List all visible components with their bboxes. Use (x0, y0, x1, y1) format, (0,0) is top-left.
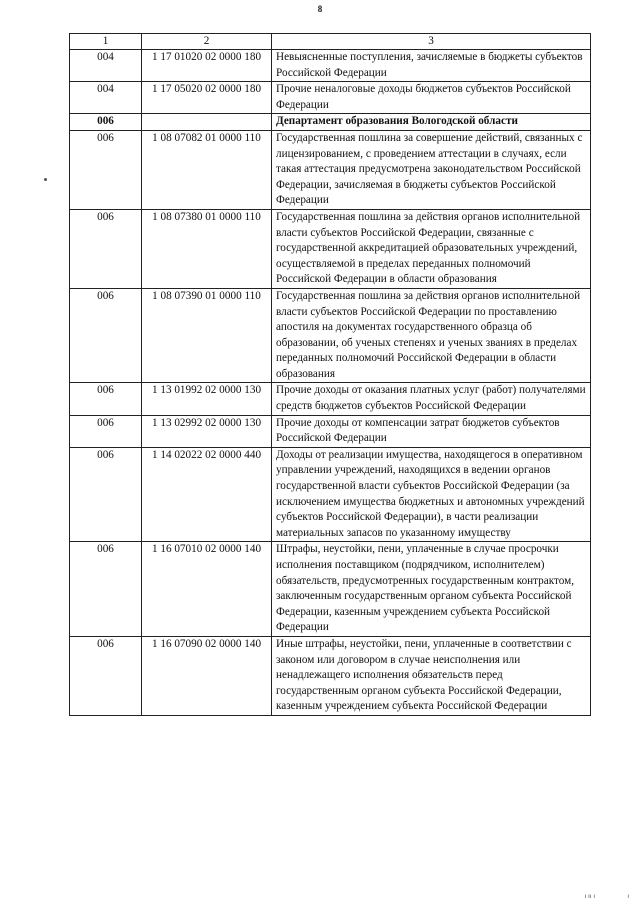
cell-revenue-code: 1 13 01992 02 0000 130 (142, 383, 272, 415)
page-number: 8 (317, 4, 323, 14)
cell-revenue-name: Прочие доходы от оказания платных услуг (работ) получателями средств бюджетов субъектов Российской Федерации (272, 383, 591, 415)
cell-revenue-code: 1 16 07090 02 0000 140 (142, 636, 272, 715)
cell-revenue-name: Прочие доходы от компенсации затрат бюджетов субъектов Российской Федерации (272, 415, 591, 447)
cell-admin-code: 004 (70, 82, 142, 114)
table-row (70, 114, 591, 131)
cell-revenue-code: 1 14 02022 02 0000 440 (142, 447, 272, 542)
cell-admin-code: 006 (70, 288, 142, 383)
cell-revenue-name: Государственная пошлина за совершение действий, связанных с лицензированием, с проведением аттестации в случаях, если такая аттестация предусмотрена законодательством Российской Федерации, зачисляемая в бюджеты субъектов Российской Федерации (272, 130, 591, 209)
table-header-row (70, 34, 591, 50)
cell-revenue-name: Государственная пошлина за действия органов исполнительной власти субъектов Российской Федерации по проставлению апостиля на документах государственного образца об образовании, об ученых степенях и ученых званиях в пределах переданных полномочий Российской Федерации в области образования (272, 288, 591, 383)
cell-revenue-name: Государственная пошлина за действия органов исполнительной власти субъектов Российской Федерации, связанные с государственной аккредитацией образовательных учреждений, осуществляемой в пределах переданных полномочий Российской Федерации в области образования (272, 209, 591, 288)
administrators-revenue-table (69, 33, 591, 716)
footer-scan-mark: ı ıı ı (584, 893, 595, 900)
cell-revenue-name: Доходы от реализации имущества, находящегося в оперативном управлении учреждений, находящихся в ведении органов государственной власти субъектов Российской Федерации (за исключением имущества бюджетных и автономных учреждений субъектов Российской Федерации), в части реализации материальных запасов по указанному имуществу (272, 447, 591, 542)
table-row (70, 415, 591, 447)
cell-admin-code: 006 (70, 636, 142, 715)
cell-revenue-code: 1 08 07390 01 0000 110 (142, 288, 272, 383)
cell-admin-code: 006 (70, 130, 142, 209)
cell-admin-code: 006 (70, 447, 142, 542)
cell-revenue-code: 1 13 02992 02 0000 130 (142, 415, 272, 447)
cell-admin-code: 006 (70, 383, 142, 415)
table-row (70, 50, 591, 82)
column-header-3: 3 (272, 34, 591, 50)
cell-revenue-name: Прочие неналоговые доходы бюджетов субъектов Российской Федерации (272, 82, 591, 114)
cell-revenue-name: Штрафы, неустойки, пени, уплаченные в случае просрочки исполнения поставщиком (подрядчиком, исполнителем) обязательств, предусмотренных государственным контрактом, заключенным государственным органом субъекта Российской Федерации, казенным учреждением субъекта Российской Федерации (272, 542, 591, 637)
cell-revenue-code (142, 114, 272, 131)
cell-revenue-name: Иные штрафы, неустойки, пени, уплаченные в соответствии с законом или договором в случае неисполнения или ненадлежащего исполнения обязательств перед государственным органом субъекта Российской Федерации, казенным учреждением субъекта Российской Федерации (272, 636, 591, 715)
cell-revenue-code: 1 08 07082 01 0000 110 (142, 130, 272, 209)
table-row (70, 130, 591, 209)
scan-artifact-dot (44, 178, 47, 181)
cell-revenue-code: 1 08 07380 01 0000 110 (142, 209, 272, 288)
table-row (70, 542, 591, 637)
cell-admin-code: 006 (70, 209, 142, 288)
column-header-2: 2 (142, 34, 272, 50)
cell-revenue-code: 1 17 01020 02 0000 180 (142, 50, 272, 82)
table-row (70, 383, 591, 415)
cell-department-name: Департамент образования Вологодской области (272, 114, 591, 131)
cell-admin-code: 006 (70, 542, 142, 637)
table-body (70, 50, 591, 716)
cell-revenue-code: 1 17 05020 02 0000 180 (142, 82, 272, 114)
cell-admin-code: 006 (70, 114, 142, 131)
column-header-1: 1 (70, 34, 142, 50)
cell-revenue-code: 1 16 07010 02 0000 140 (142, 542, 272, 637)
cell-revenue-name: Невыясненные поступления, зачисляемые в бюджеты субъектов Российской Федерации (272, 50, 591, 82)
footer-scan-mark-right: ı (627, 893, 629, 900)
cell-admin-code: 006 (70, 415, 142, 447)
table-row (70, 288, 591, 383)
table-row (70, 636, 591, 715)
table-row (70, 447, 591, 542)
cell-admin-code: 004 (70, 50, 142, 82)
table-row (70, 209, 591, 288)
table-row (70, 82, 591, 114)
